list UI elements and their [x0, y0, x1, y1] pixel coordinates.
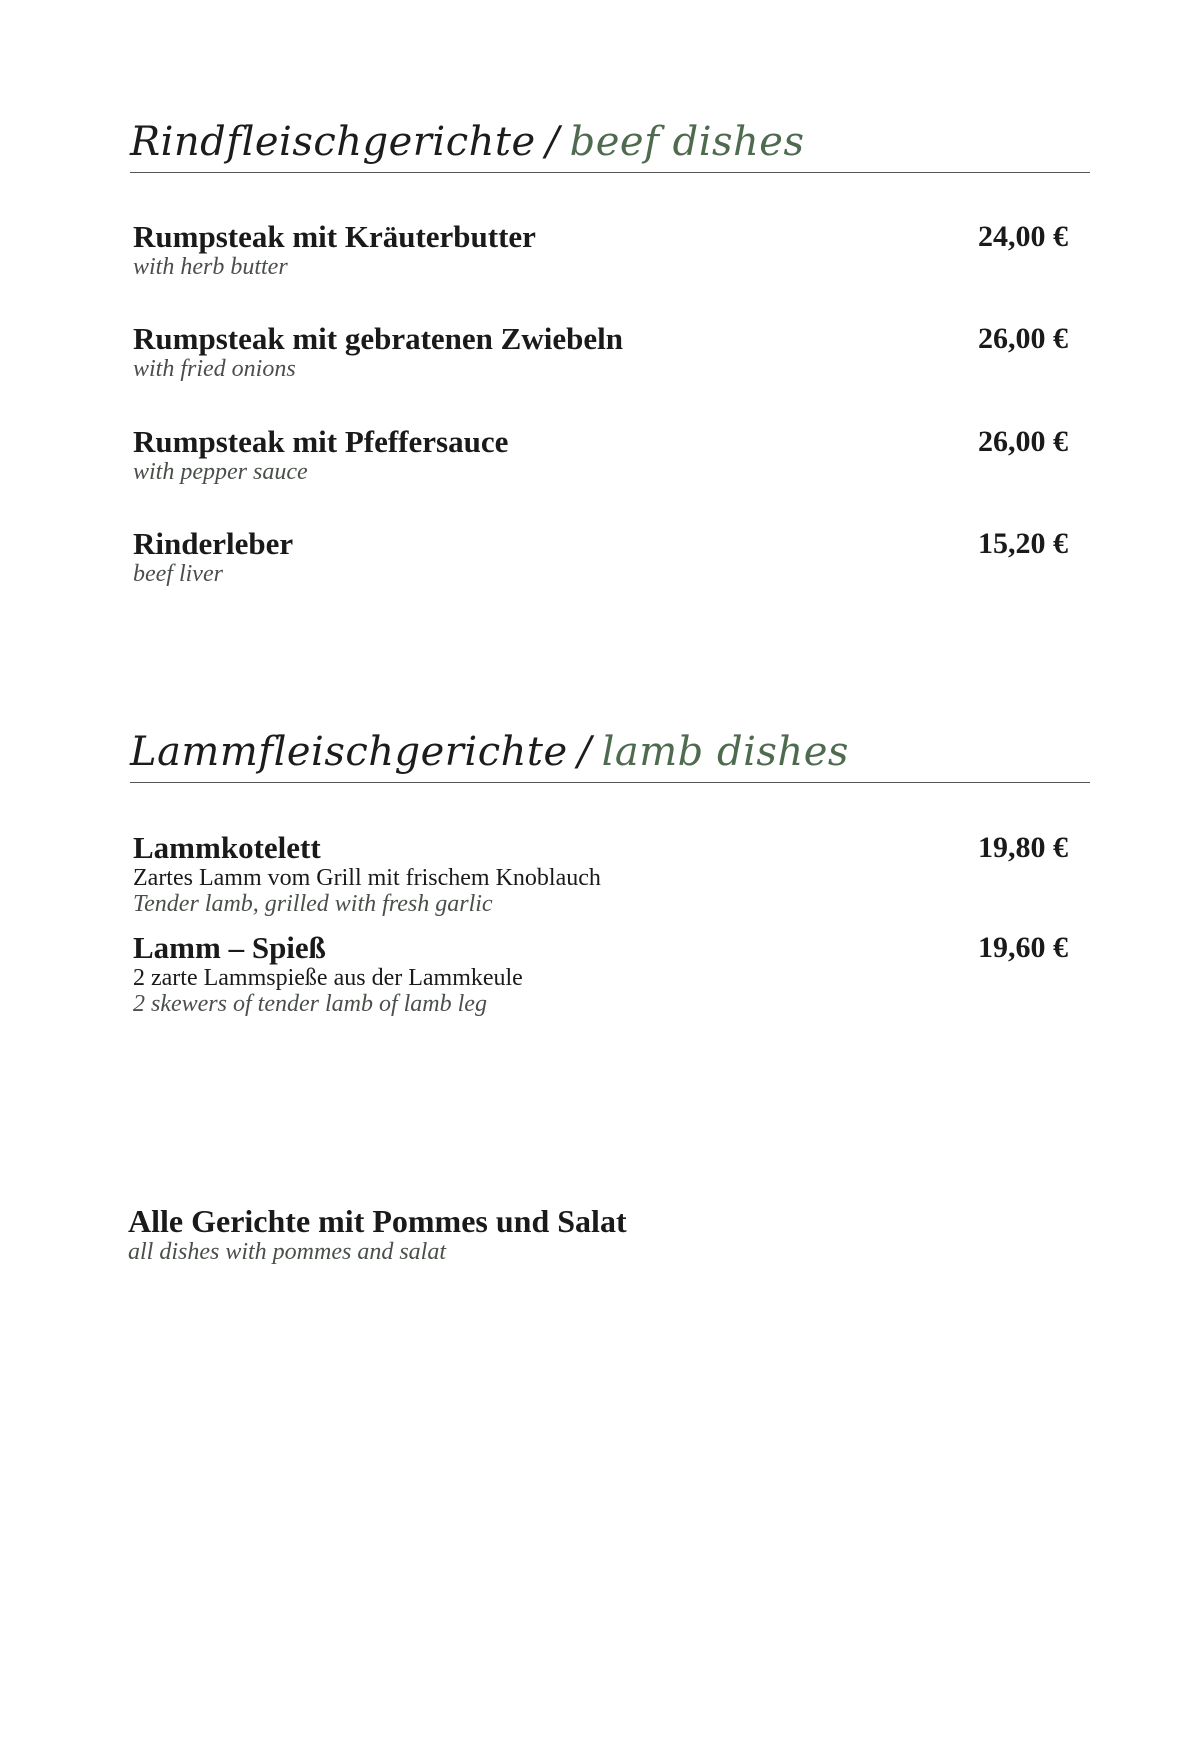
side-dish-note [128, 1203, 627, 1265]
item-title: Lammkotelett [133, 830, 321, 865]
menu-item-rumpsteak-herb-butter [133, 220, 1068, 280]
beef-section-heading [130, 85, 1090, 175]
item-description-english: with herb butter [133, 254, 288, 280]
item-price: 24,00 € [978, 220, 1068, 253]
beef-heading-script [130, 119, 804, 165]
note-description-english: all dishes with pommes and salat [128, 1239, 447, 1265]
lamb-heading-script [130, 729, 849, 775]
menu-item-lamb-skewer [133, 931, 1068, 1017]
note-title: Alle Gerichte mit Pommes und Salat [128, 1203, 627, 1239]
item-title: Rumpsteak mit gebratenen Zwiebeln [133, 321, 623, 356]
menu-item-beef-liver [133, 527, 1068, 587]
lamb-heading-english: lamb dishes [601, 729, 849, 775]
item-description-german: 2 zarte Lammspieße aus der Lammkeule [133, 965, 523, 991]
menu-item-rumpsteak-fried-onions [133, 322, 1068, 382]
menu-item-lamb-chop [133, 831, 1068, 917]
item-price: 15,20 € [978, 527, 1068, 560]
lamb-heading-german: Lammfleischgerichte [130, 729, 568, 775]
beef-heading-english: beef dishes [569, 119, 805, 165]
item-description-english: 2 skewers of tender lamb of lamb leg [133, 991, 487, 1017]
item-title: Rinderleber [133, 526, 294, 561]
lamb-section-heading [130, 695, 1090, 785]
item-price: 19,60 € [978, 931, 1068, 964]
item-title: Rumpsteak mit Kräuterbutter [133, 219, 536, 254]
lamb-heading-separator: / [577, 729, 592, 775]
menu-item-rumpsteak-pepper-sauce [133, 425, 1068, 485]
beef-heading-rule [130, 172, 1090, 173]
item-price: 19,80 € [978, 831, 1068, 864]
item-price: 26,00 € [978, 322, 1068, 355]
beef-heading-german: Rindfleischgerichte [130, 119, 536, 165]
beef-heading-separator: / [545, 119, 560, 165]
lamb-heading-rule [130, 782, 1090, 783]
item-title: Lamm – Spieß [133, 930, 326, 965]
item-title: Rumpsteak mit Pfeffersauce [133, 424, 509, 459]
item-description-german: Zartes Lamm vom Grill mit frischem Knoblauch [133, 865, 601, 891]
item-price: 26,00 € [978, 425, 1068, 458]
item-description-english: beef liver [133, 561, 223, 587]
item-description-english: with fried onions [133, 356, 296, 382]
item-description-english: Tender lamb, grilled with fresh garlic [133, 891, 493, 917]
item-description-english: with pepper sauce [133, 459, 308, 485]
